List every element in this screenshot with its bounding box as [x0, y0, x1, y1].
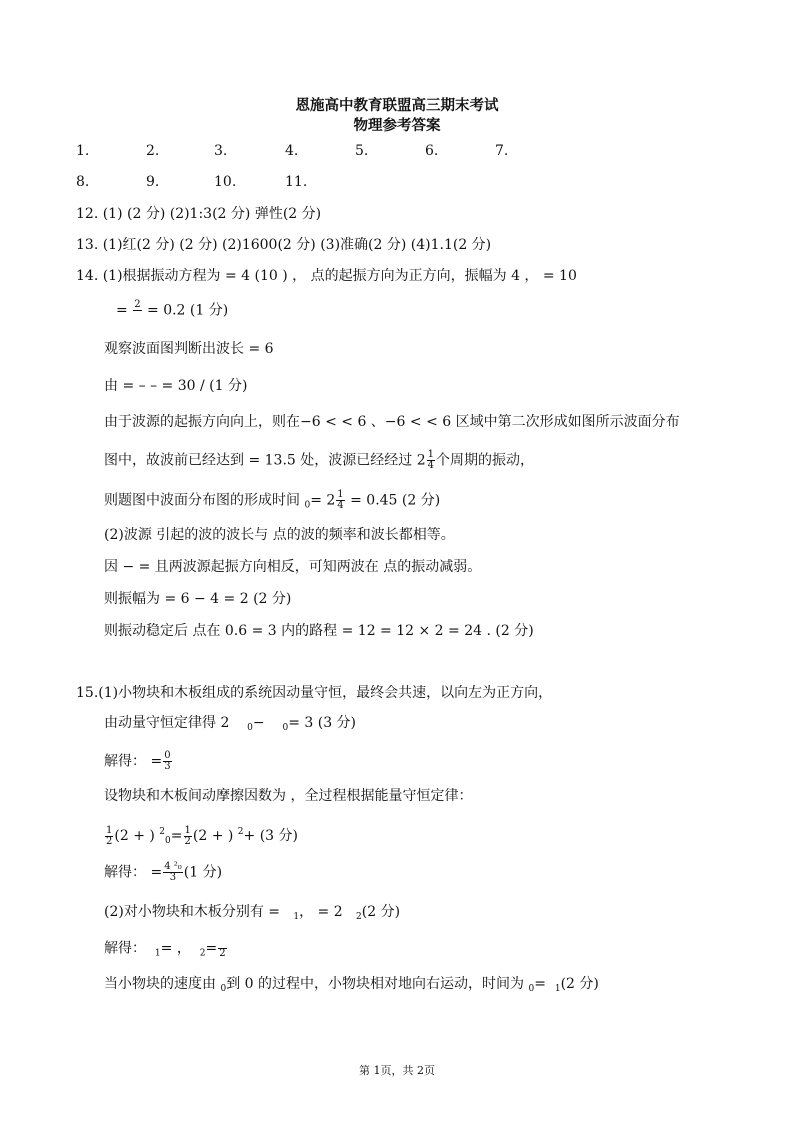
q15-text-part: 解得：	[104, 940, 146, 957]
answer-q12: 12. (1) (2 分) (2)1:3(2 分) 弹性(2 分)	[76, 206, 322, 222]
choice-number: 2.	[146, 143, 160, 159]
subscript: 0	[528, 984, 535, 994]
answer-q13: 13. (1)红(2 分) (2 分) (2)1600(2 分) (3)准确(2 分) (4)1.1(2 分)	[76, 237, 492, 253]
q14-line-6	[104, 450, 534, 471]
q15-text-part: (1 分)	[183, 864, 223, 881]
q14-text-part: 则题图中波面分布图的形成时间	[104, 492, 300, 509]
q15-line-1: 15.(1)小物块和木板组成的系统因动量守恒，最终会共速，以向左为正方向，	[76, 685, 553, 701]
q14-text-part: 图中，故波前已经达到 = 13.5 处，波源已经经过 2	[104, 452, 426, 469]
superscript: 2	[237, 827, 244, 837]
q15-line-5	[104, 823, 298, 850]
choice-number: 7.	[495, 143, 509, 159]
choice-number: 10.	[214, 174, 237, 190]
q14-line-4: 由 = – – = 30 / (1 分)	[104, 378, 248, 394]
subscript: 0	[304, 500, 311, 511]
q15-line-8	[104, 938, 228, 963]
q15-line-6	[104, 862, 222, 883]
q14-line-7	[104, 490, 440, 515]
choice-number: 8.	[76, 174, 90, 190]
fraction: $\frac{1}{2}$	[106, 824, 113, 847]
subscript: 2	[356, 912, 362, 922]
q15-line-4: 设物块和木板间动摩擦因数为 ，全过程根据能量守恒定律：	[104, 788, 473, 804]
q14-line-5: 由于波源的起振方向向上，则在−6 < < 6 、−6 < < 6 区域中第二次形成如图所示波面分布	[104, 414, 680, 430]
q14-text-part: = 0.45 (2 分)	[345, 492, 441, 509]
subscript: 1	[154, 948, 161, 959]
subscript: 0	[282, 723, 289, 733]
q14-eq-part: = 0.2 (1 分)	[147, 302, 229, 319]
q15-text-part: (2 + )	[114, 828, 155, 844]
q14-line-2	[116, 300, 228, 321]
q15-text-part: = ，	[160, 940, 191, 957]
q15-line-2	[104, 714, 356, 737]
fraction: $\frac{1}{4}$	[337, 489, 344, 511]
page-footer: 第 1页，共 2页	[359, 1064, 435, 1077]
q15-text-part: = 3 (3 分)	[288, 715, 357, 731]
q15-text-part: (2 分)	[361, 904, 401, 920]
fraction: $\frac{0}{3}$	[164, 750, 171, 772]
q15-text-part: −	[252, 715, 265, 731]
subscript: 2	[199, 948, 206, 959]
choice-number: 6.	[425, 143, 439, 159]
q14-line-1: 14. (1)根据振动方程为 = 4 (10 ) ， 点的起振方向为正方向，振幅为 4 ， = 10	[76, 268, 577, 284]
q15-text-part: (2 分)	[560, 976, 599, 992]
q15-text-part: (2 + )	[192, 828, 234, 844]
q14-text-part: = 2	[310, 492, 336, 509]
subscript: 0	[247, 723, 253, 733]
q14-line-9: 因 − = 且两波源起振方向相反，可知两波在 点的振动减弱。	[104, 559, 482, 575]
q14-line-8: (2)波源 引起的波的波长与 点的波的频率和波长都相等。	[104, 527, 455, 543]
choice-number: 4.	[285, 143, 299, 159]
q15-text-part: + (3 分)	[243, 828, 298, 844]
q14-text-part: 个周期的振动，	[435, 452, 534, 469]
q15-text-part: 由动量守恒定律得 2	[104, 715, 230, 731]
q15-text-part: 解得： =	[104, 864, 163, 881]
q15-line-3	[104, 751, 173, 772]
q15-text-part: 当小物块的速度由	[104, 976, 216, 992]
choice-number: 5.	[355, 143, 369, 159]
q14-line-3: 观察波面图判断出波长 = 6	[104, 341, 274, 357]
q15-text-part: =	[534, 976, 546, 992]
q14-line-11: 则振动稳定后 点在 0.6 = 3 内的路程 = 12 = 12 × 2 = 24 . (2 分)	[104, 623, 534, 639]
choice-number: 3.	[214, 143, 228, 159]
subscript: 0	[165, 836, 171, 846]
q15-text-part: 解得： =	[104, 753, 163, 770]
fraction: $\frac{\text{4 ²₀}}{3}$	[164, 861, 182, 883]
fraction: $\frac{1}{4}$	[427, 449, 434, 471]
subscript: 1	[554, 984, 561, 994]
subscript: 0	[220, 984, 227, 994]
choice-number: 11.	[285, 174, 308, 190]
q14-eq-part: =	[116, 302, 128, 319]
fraction: 2	[134, 299, 141, 310]
fraction: 2	[218, 938, 226, 959]
q15-text-part: =	[205, 940, 218, 957]
superscript: 2	[159, 827, 166, 837]
doc-subtitle: 物理参考答案	[353, 117, 441, 134]
choice-number: 1.	[76, 143, 90, 159]
fraction: $\frac{1}{2}$	[184, 824, 191, 847]
q15-text-part: (2)对小物块和木板分别有 =	[104, 904, 281, 920]
q15-line-9	[104, 975, 599, 998]
doc-title: 恩施高中教育联盟高三期末考试	[295, 97, 499, 114]
q15-line-7	[104, 903, 400, 926]
q14-line-10: 则振幅为 = 6 − 4 = 2 (2 分)	[104, 591, 292, 607]
q15-text-part: ， = 2	[299, 904, 343, 920]
q15-text-part: =	[170, 828, 183, 844]
subscript: 1	[293, 912, 300, 922]
choice-number: 9.	[146, 174, 160, 190]
q15-text-part: 到 0 的过程中，小物块相对地向右运动，时间为	[226, 976, 524, 992]
